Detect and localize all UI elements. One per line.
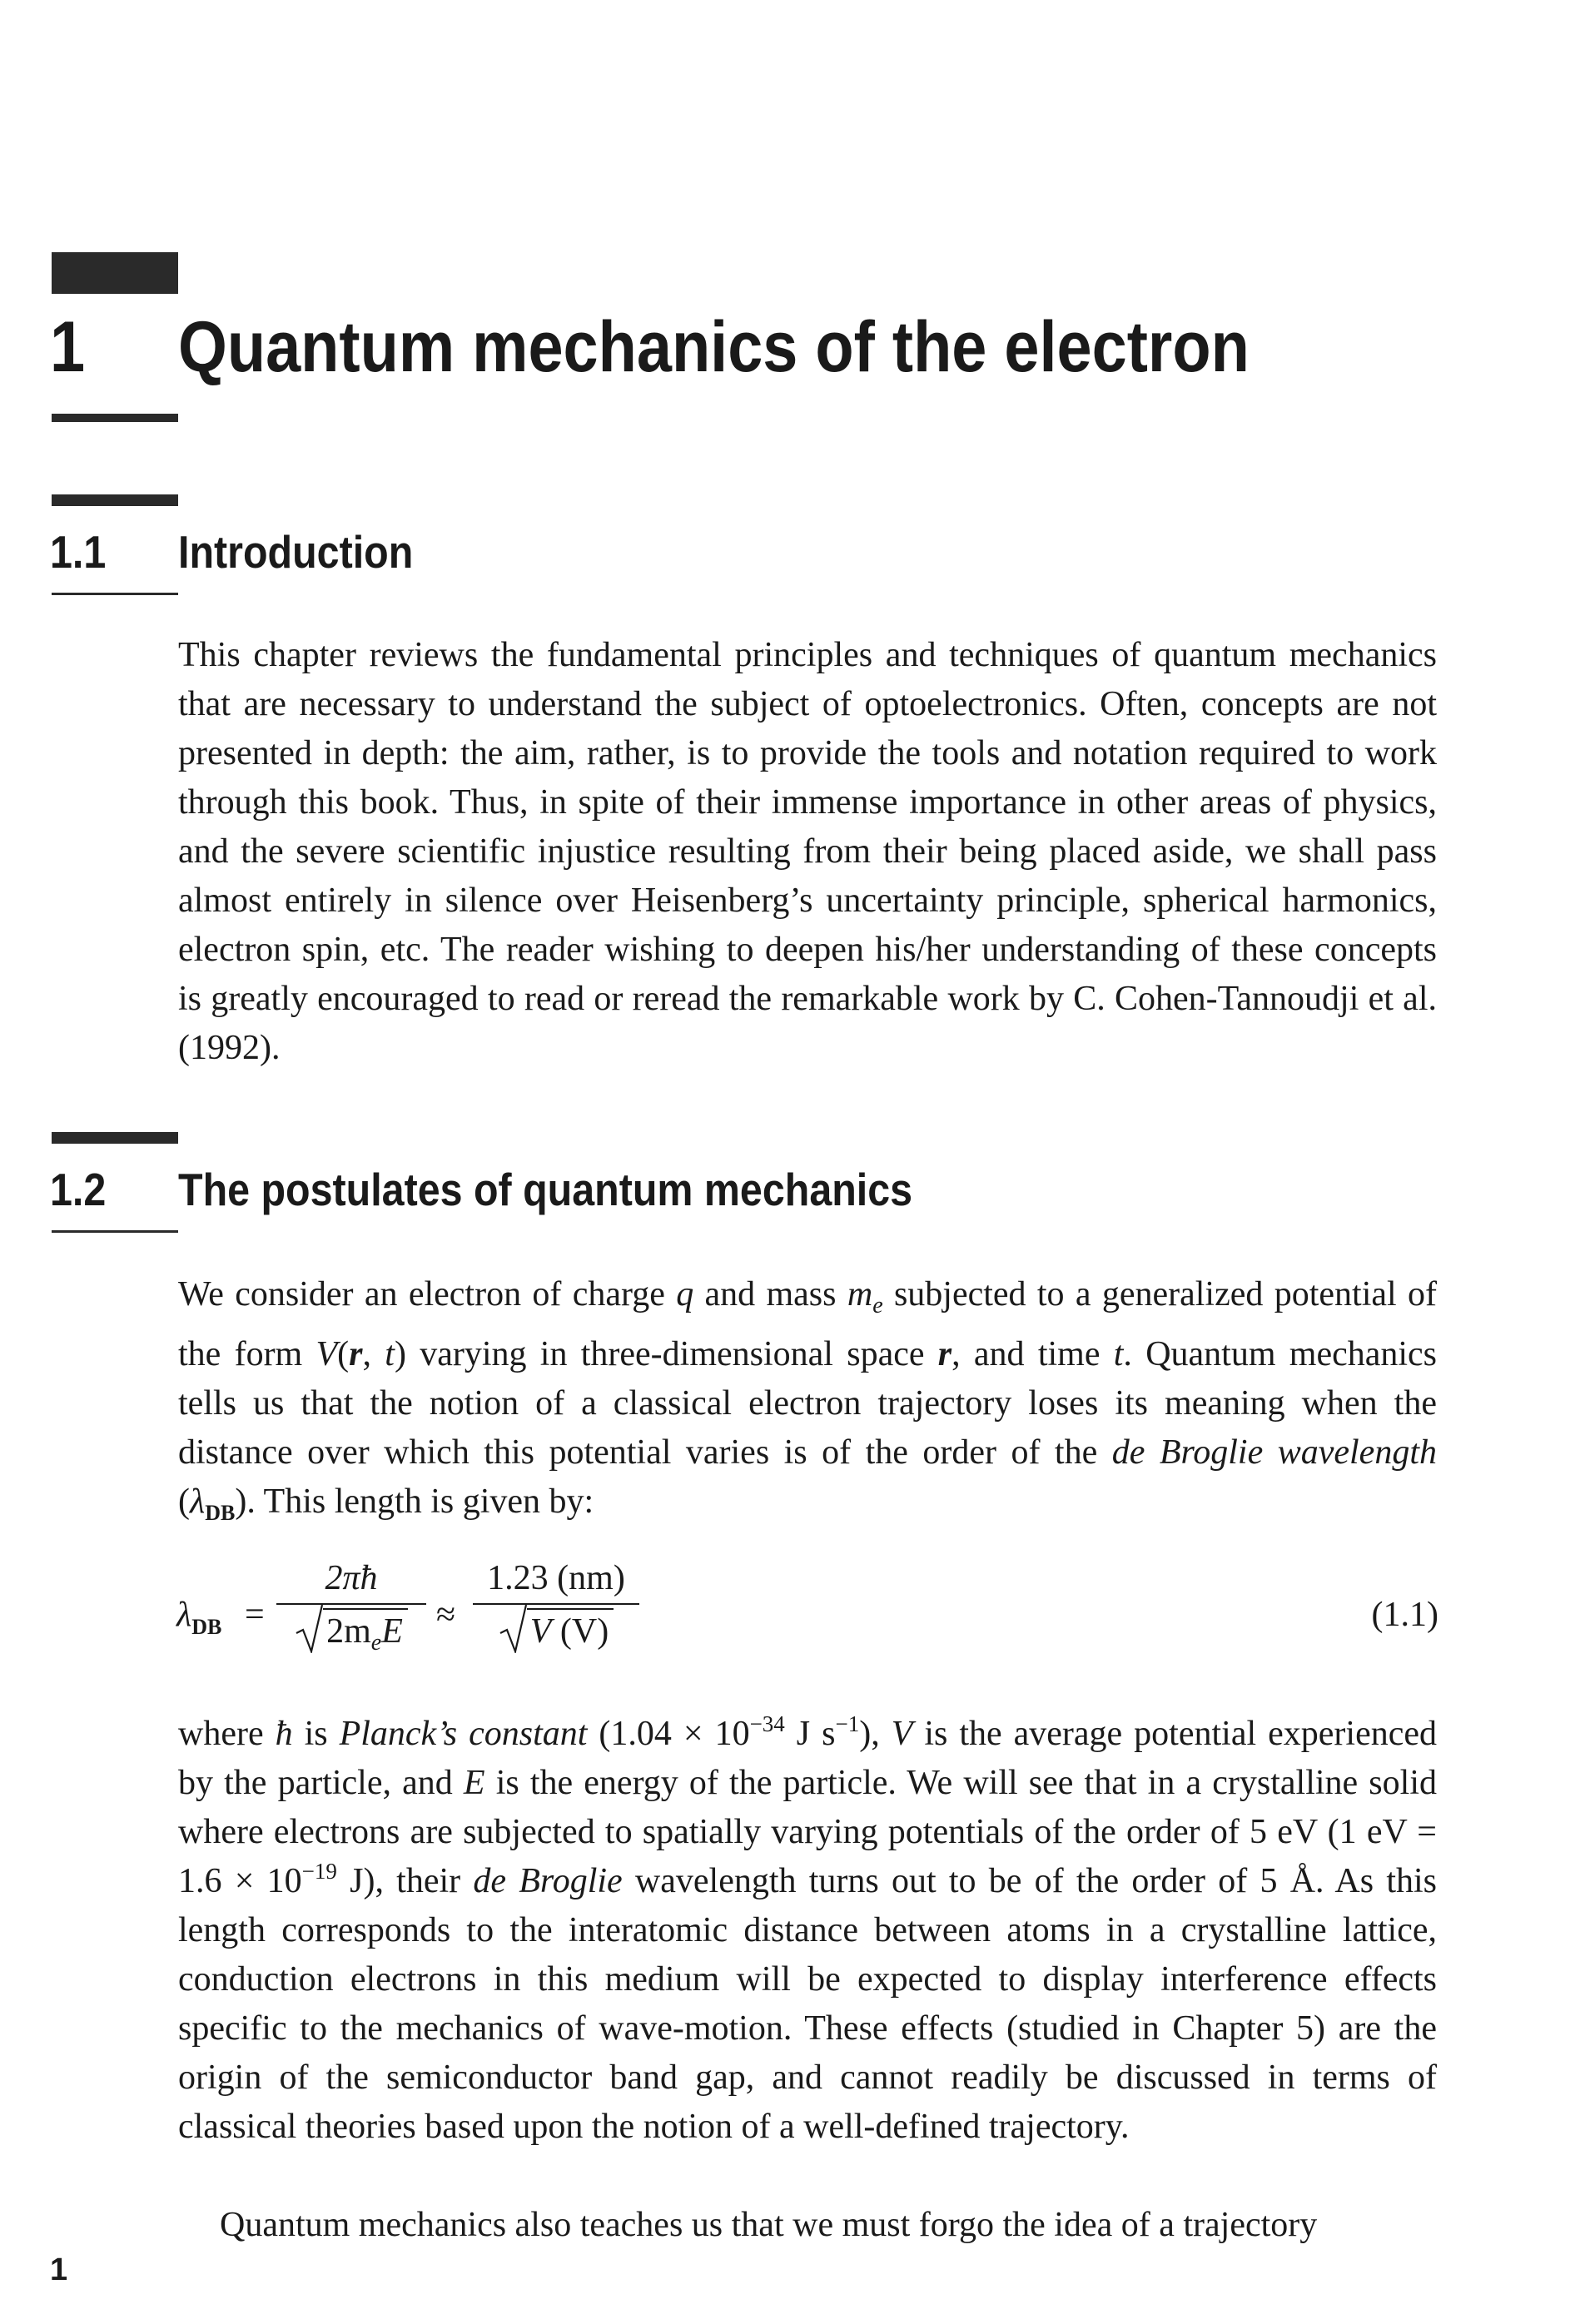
equation-number: (1.1) <box>1371 1596 1438 1634</box>
section-1-2-title: The postulates of quantum mechanics <box>178 1164 913 1215</box>
section-1-1-top-rule <box>52 494 178 506</box>
section-1-2-bottom-rule <box>52 1230 178 1233</box>
chapter-bottom-rule <box>52 414 178 422</box>
equation-lhs: $\lambda_{DB}$ <box>176 1596 222 1639</box>
sqrt-2: V (V) <box>499 1608 614 1651</box>
fraction-1-denominator <box>276 1605 426 1656</box>
section-1-1-bottom-rule <box>52 593 178 595</box>
fraction-2 <box>473 1558 639 1651</box>
section-1-2-paragraph-3: Quantum mechanics also teaches us that we must forgo the idea of a trajectory <box>220 2206 1318 2244</box>
section-1-2-paragraph-2: where ħ is Planck’s constant ($1.04 \times 10^{-34}$ J $s^{-1}$), V is the average potential experienced by the particle, and E is the energy of the particle. We will see that in a crystalline solid where electrons are subjected to spatially varying potentials of the order of 5 eV (1 eV = $1.6 \times 10^{-19}$ J), their de Broglie wavelength turns out to be of the order of 5 Å. As this length corresponds to the interatomic distance between atoms in a crystalline lattice, conduction electrons in this medium will be expected to display interference effects specific to the mechanics of wave-motion. These effects (studied in Chapter 5) are the origin of the semiconductor band gap, and cannot readily be discussed in terms of classical theories based upon the notion of a well-defined trajectory. <box>178 1711 1438 2146</box>
chapter-top-bar <box>52 252 178 294</box>
fraction-1 <box>276 1558 426 1656</box>
fraction-2-numerator: 1.23 (nm) <box>487 1559 625 1597</box>
section-1-1-title: Introduction <box>178 526 414 578</box>
chapter-title: Quantum mechanics of the electron <box>178 307 1250 387</box>
radical-sign-icon <box>295 1603 323 1653</box>
section-1-2-number: 1.2 <box>50 1164 107 1215</box>
page-number: 1 <box>50 2252 68 2287</box>
section-1-1-number: 1.1 <box>50 526 107 578</box>
fraction-2-denominator <box>473 1605 639 1651</box>
section-1-2-top-rule <box>52 1132 178 1144</box>
chapter-number: 1 <box>50 307 86 387</box>
fraction-1-numerator: 2πħ <box>325 1559 378 1597</box>
radical-sign-icon <box>499 1603 527 1653</box>
equals-sign: = <box>245 1596 265 1634</box>
equation-1-1 <box>176 1550 1438 1675</box>
section-1-2-paragraph-1: We consider an electron of charge q and mass $m_e$ subjected to a generalized potential of the form V(r, t) varying in three-dimensional space r, and time t. Quantum mechanics tells us that the notion of a classical electron trajectory loses its meaning when the distance over which this potential varies is of the order of the de Broglie wavelength $(\lambda_{DB})$. This length is given by: <box>178 1275 1438 1525</box>
section-1-1-paragraph: This chapter reviews the fundamental principles and techniques of quantum mechanics that are necessary to understand the subject of optoelectronics. Often, concepts are not presented in depth: the aim, rather, is to provide the tools and notation required to work through this book. Thus, in spite of their immense importance in other areas of physics, and the severe scientific injustice resulting from their being placed aside, we shall pass almost entirely in silence over Heisenberg’s uncertainty principle, spherical harmonics, electron spin, etc. The reader wishing to deepen his/her understanding of these concepts is greatly encouraged to read or reread the remarkable work by C. Cohen-Tannoudji et al. (1992). <box>178 636 1437 1067</box>
approx-sign: ≈ <box>436 1596 456 1634</box>
sqrt-1: $2m_eE$ <box>295 1608 408 1656</box>
